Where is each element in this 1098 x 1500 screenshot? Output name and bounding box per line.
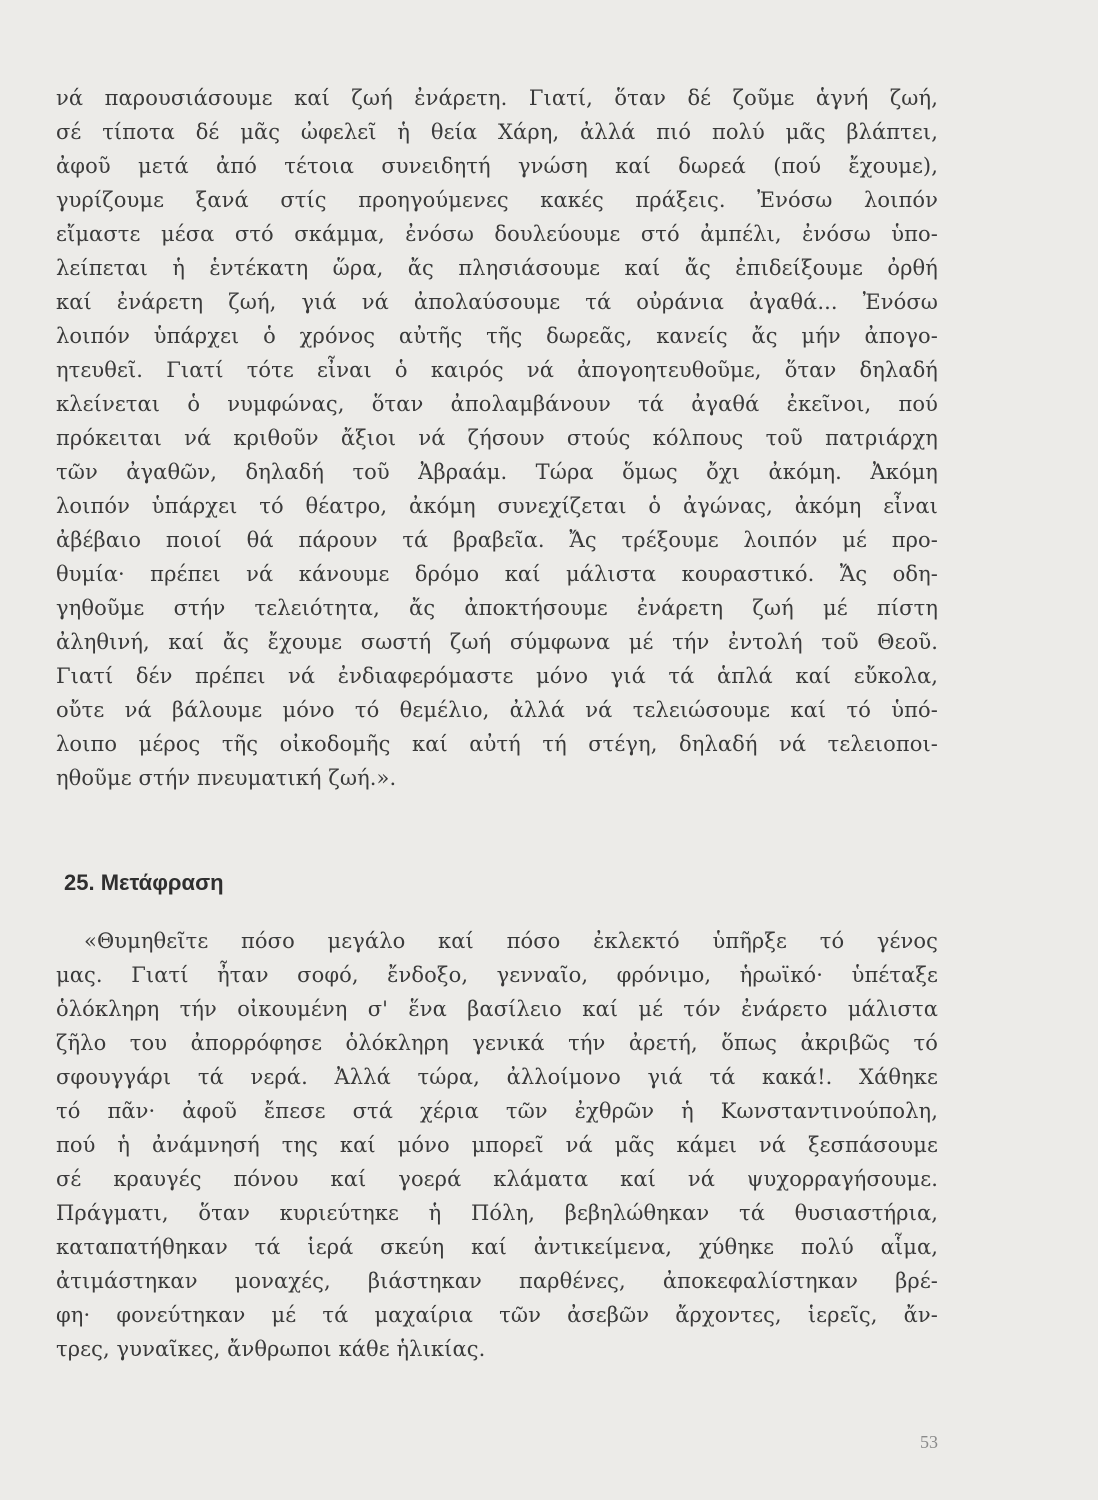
text-line: Πράγματι, ὅταν κυριεύτηκε ἡ Πόλη, βεβηλώθηκαν τά θυσιαστήρια, bbox=[56, 1201, 938, 1225]
text-line: πρόκειται νά κριθοῦν ἄξιοι νά ζήσουν στούς κόλπους τοῦ πατριάρχη bbox=[56, 426, 938, 450]
text-line: θυμία· πρέπει νά κάνουμε δρόμο καί μάλιστα κουραστικό. Ἄς οδη- bbox=[56, 562, 938, 586]
text-line: ζῆλο του ἀπορρόφησε ὁλόκληρη γενικά τήν ἀρετή, ὅπως ἀκριβῶς τό bbox=[56, 1031, 938, 1055]
text-line: «Θυμηθεῖτε πόσο μεγάλο καί πόσο ἐκλεκτό ὑπῆρξε τό γένος bbox=[84, 929, 938, 953]
text-line: Γιατί δέν πρέπει νά ἐνδιαφερόμαστε μόνο γιά τά ἁπλά καί εὔκολα, bbox=[56, 664, 938, 688]
text-line: γηθοῦμε στήν τελειότητα, ἄς ἀποκτήσουμε ἐνάρετη ζωή μέ πίστη bbox=[56, 596, 938, 620]
text-line: φη· φονεύτηκαν μέ τά μαχαίρια τῶν ἀσεβῶν ἄρχοντες, ἱερεῖς, ἄν- bbox=[56, 1303, 938, 1327]
text-line: καταπατήθηκαν τά ἱερά σκεύη καί ἀντικείμενα, χύθηκε πολύ αἷμα, bbox=[56, 1235, 938, 1259]
text-line: γυρίζουμε ξανά στίς προηγούμενες κακές πράξεις. Ἐνόσω λοιπόν bbox=[56, 188, 938, 212]
text-line: μας. Γιατί ἦταν σοφό, ἔνδοξο, γενναῖο, φρόνιμο, ἡρωϊκό· ὑπέταξε bbox=[56, 963, 938, 987]
text-line: λοιπόν ὑπάρχει τό θέατρο, ἀκόμη συνεχίζεται ὁ ἀγώνας, ἀκόμη εἶναι bbox=[56, 494, 938, 518]
text-line: ηθοῦμε στήν πνευματική ζωή.». bbox=[56, 766, 397, 790]
text-line: ἀφοῦ μετά ἀπό τέτοια συνειδητή γνώση καί δωρεά (πού ἔχουμε), bbox=[56, 154, 938, 178]
text-line: σφουγγάρι τά νερά. Ἀλλά τώρα, ἀλλοίμονο γιά τά κακά!. Χάθηκε bbox=[56, 1065, 938, 1089]
text-line: σέ τίποτα δέ μᾶς ὠφελεῖ ἡ θεία Χάρη, ἀλλά πιό πολύ μᾶς βλάπτει, bbox=[56, 120, 938, 144]
text-line: οὔτε νά βάλουμε μόνο τό θεμέλιο, ἀλλά νά τελειώσουμε καί τό ὑπό- bbox=[56, 698, 938, 722]
section-heading: 25. Μετάφραση bbox=[64, 870, 224, 895]
text-line: πού ἡ ἀνάμνησή της καί μόνο μπορεῖ νά μᾶς κάμει νά ξεσπάσουμε bbox=[56, 1133, 938, 1157]
page-number: 53 bbox=[920, 1432, 938, 1452]
text-line: λείπεται ἡ ἑντέκατη ὥρα, ἄς πλησιάσουμε καί ἄς ἐπιδείξουμε ὀρθή bbox=[56, 256, 938, 280]
text-line: ἀληθινή, καί ἄς ἔχουμε σωστή ζωή σύμφωνα μέ τήν ἐντολή τοῦ Θεοῦ. bbox=[56, 630, 938, 654]
book-page bbox=[56, 0, 938, 1500]
text-line: ἀτιμάστηκαν μοναχές, βιάστηκαν παρθένες, ἀποκεφαλίστηκαν βρέ- bbox=[56, 1269, 938, 1293]
text-line: εἴμαστε μέσα στό σκάμμα, ἐνόσω δουλεύουμε στό ἀμπέλι, ἐνόσω ὑπο- bbox=[56, 222, 938, 246]
text-line: τό πᾶν· ἀφοῦ ἔπεσε στά χέρια τῶν ἐχθρῶν ἡ Κωνσταντινούπολη, bbox=[56, 1099, 938, 1123]
text-line: ἀβέβαιο ποιοί θά πάρουν τά βραβεῖα. Ἄς τρέξουμε λοιπόν μέ προ- bbox=[56, 528, 938, 552]
text-line: κλείνεται ὁ νυμφώνας, ὅταν ἀπολαμβάνουν τά ἀγαθά ἐκεῖνοι, πού bbox=[56, 392, 938, 416]
text-line: ὁλόκληρη τήν οἰκουμένη σ' ἕνα βασίλειο καί μέ τόν ἐνάρετο μάλιστα bbox=[56, 997, 938, 1021]
text-line: καί ἐνάρετη ζωή, γιά νά ἀπολαύσουμε τά οὐράνια ἀγαθά... Ἐνόσω bbox=[56, 290, 938, 314]
text-line: λοιπο μέρος τῆς οἰκοδομῆς καί αὐτή τή στέγη, δηλαδή νά τελειοποι- bbox=[56, 732, 938, 756]
text-line: τρες, γυναῖκες, ἄνθρωποι κάθε ἡλικίας. bbox=[56, 1337, 486, 1361]
text-line: λοιπόν ὑπάρχει ὁ χρόνος αὐτῆς τῆς δωρεᾶς, κανείς ἄς μήν ἀπογο- bbox=[56, 324, 938, 348]
text-line: ητευθεῖ. Γιατί τότε εἶναι ὁ καιρός νά ἀπογοητευθοῦμε, ὅταν δηλαδή bbox=[56, 358, 938, 382]
text-line: σέ κραυγές πόνου καί γοερά κλάματα καί νά ψυχορραγήσουμε. bbox=[56, 1167, 938, 1191]
text-line: νά παρουσιάσουμε καί ζωή ἐνάρετη. Γιατί, ὅταν δέ ζοῦμε ἁγνή ζωή, bbox=[56, 86, 938, 110]
text-line: τῶν ἀγαθῶν, δηλαδή τοῦ Ἀβραάμ. Τώρα ὅμως ὄχι ἀκόμη. Ἀκόμη bbox=[56, 460, 938, 484]
